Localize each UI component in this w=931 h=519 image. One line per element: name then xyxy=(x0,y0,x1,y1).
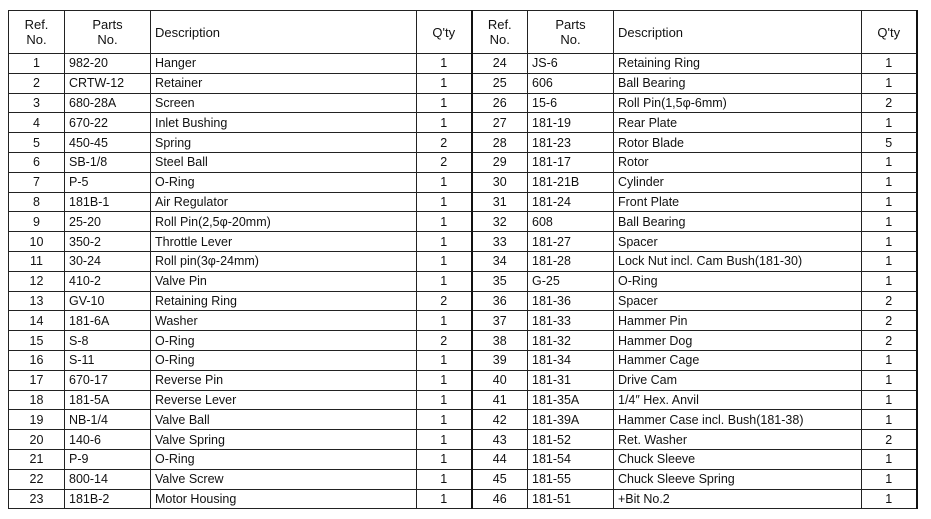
description-cell: Air Regulator xyxy=(151,192,417,212)
table-row xyxy=(9,152,917,172)
part-no-cell: 181-31 xyxy=(528,370,614,390)
ref-no-cell: 42 xyxy=(472,410,528,430)
table-row xyxy=(9,251,917,271)
description-cell: Hanger xyxy=(151,54,417,74)
qty-cell: 1 xyxy=(417,93,472,113)
qty-cell: 1 xyxy=(417,172,472,192)
part-no-cell: 181-51 xyxy=(528,489,614,509)
qty-cell: 1 xyxy=(862,271,917,291)
description-cell: Spring xyxy=(151,133,417,153)
description-cell: Front Plate xyxy=(614,192,862,212)
ref-no-cell: 29 xyxy=(472,152,528,172)
table-row xyxy=(9,350,917,370)
table-row xyxy=(9,212,917,232)
ref-no-cell: 17 xyxy=(9,370,65,390)
header-parts-no-left: Parts No. xyxy=(65,11,151,54)
ref-no-cell: 40 xyxy=(472,370,528,390)
description-cell: Rotor Blade xyxy=(614,133,862,153)
part-no-cell: 181-5A xyxy=(65,390,151,410)
part-no-cell: 181-21B xyxy=(528,172,614,192)
qty-cell: 1 xyxy=(417,350,472,370)
part-no-cell: P-5 xyxy=(65,172,151,192)
part-no-cell: SB-1/8 xyxy=(65,152,151,172)
part-no-cell: 181-33 xyxy=(528,311,614,331)
description-cell: Retaining Ring xyxy=(151,291,417,311)
part-no-cell: 181-24 xyxy=(528,192,614,212)
qty-cell: 1 xyxy=(417,390,472,410)
ref-no-cell: 28 xyxy=(472,133,528,153)
part-no-cell: GV-10 xyxy=(65,291,151,311)
ref-no-cell: 26 xyxy=(472,93,528,113)
qty-cell: 1 xyxy=(862,350,917,370)
ref-no-cell: 39 xyxy=(472,350,528,370)
description-cell: Rear Plate xyxy=(614,113,862,133)
description-cell: O-Ring xyxy=(151,331,417,351)
ref-no-cell: 33 xyxy=(472,232,528,252)
part-no-cell: 181-39A xyxy=(528,410,614,430)
part-no-cell: G-25 xyxy=(528,271,614,291)
description-cell: Washer xyxy=(151,311,417,331)
table-row xyxy=(9,271,917,291)
qty-cell: 1 xyxy=(862,410,917,430)
ref-no-cell: 24 xyxy=(472,54,528,74)
description-cell: Spacer xyxy=(614,232,862,252)
part-no-cell: 181B-2 xyxy=(65,489,151,509)
qty-cell: 1 xyxy=(417,430,472,450)
part-no-cell: 181-19 xyxy=(528,113,614,133)
ref-no-cell: 30 xyxy=(472,172,528,192)
qty-cell: 1 xyxy=(862,469,917,489)
ref-no-cell: 4 xyxy=(9,113,65,133)
qty-cell: 1 xyxy=(417,212,472,232)
ref-no-cell: 15 xyxy=(9,331,65,351)
ref-no-cell: 11 xyxy=(9,251,65,271)
qty-cell: 1 xyxy=(417,54,472,74)
description-cell: Hammer Dog xyxy=(614,331,862,351)
description-cell: Roll pin(3φ-24mm) xyxy=(151,251,417,271)
qty-cell: 1 xyxy=(862,192,917,212)
description-cell: Throttle Lever xyxy=(151,232,417,252)
part-no-cell: 25-20 xyxy=(65,212,151,232)
table-row xyxy=(9,430,917,450)
table-row xyxy=(9,410,917,430)
table-row xyxy=(9,232,917,252)
qty-cell: 1 xyxy=(417,271,472,291)
qty-cell: 1 xyxy=(862,251,917,271)
part-no-cell: 800-14 xyxy=(65,469,151,489)
description-cell: Chuck Sleeve xyxy=(614,449,862,469)
ref-no-cell: 6 xyxy=(9,152,65,172)
part-no-cell: 181-27 xyxy=(528,232,614,252)
table-row xyxy=(9,54,917,74)
part-no-cell: 181-34 xyxy=(528,350,614,370)
part-no-cell: 410-2 xyxy=(65,271,151,291)
ref-no-cell: 46 xyxy=(472,489,528,509)
qty-cell: 1 xyxy=(417,370,472,390)
part-no-cell: 608 xyxy=(528,212,614,232)
description-cell: Cylinder xyxy=(614,172,862,192)
ref-no-cell: 41 xyxy=(472,390,528,410)
part-no-cell: 181-32 xyxy=(528,331,614,351)
table-row xyxy=(9,370,917,390)
part-no-cell: 181-17 xyxy=(528,152,614,172)
header-qty-right: Q'ty xyxy=(862,11,917,54)
description-cell: Inlet Bushing xyxy=(151,113,417,133)
qty-cell: 1 xyxy=(417,469,472,489)
ref-no-cell: 7 xyxy=(9,172,65,192)
description-cell: Spacer xyxy=(614,291,862,311)
description-cell: Drive Cam xyxy=(614,370,862,390)
ref-no-cell: 23 xyxy=(9,489,65,509)
ref-no-cell: 13 xyxy=(9,291,65,311)
table-row xyxy=(9,291,917,311)
qty-cell: 1 xyxy=(862,370,917,390)
description-cell: Hammer Cage xyxy=(614,350,862,370)
ref-no-cell: 19 xyxy=(9,410,65,430)
table-row xyxy=(9,449,917,469)
ref-no-cell: 25 xyxy=(472,73,528,93)
part-no-cell: 30-24 xyxy=(65,251,151,271)
description-cell: Ball Bearing xyxy=(614,73,862,93)
ref-no-cell: 32 xyxy=(472,212,528,232)
table-row xyxy=(9,172,917,192)
ref-no-cell: 45 xyxy=(472,469,528,489)
qty-cell: 1 xyxy=(417,73,472,93)
description-cell: Motor Housing xyxy=(151,489,417,509)
qty-cell: 2 xyxy=(862,331,917,351)
ref-no-cell: 3 xyxy=(9,93,65,113)
part-no-cell: 450-45 xyxy=(65,133,151,153)
ref-no-cell: 36 xyxy=(472,291,528,311)
qty-cell: 1 xyxy=(862,54,917,74)
part-no-cell: 670-17 xyxy=(65,370,151,390)
description-cell: Valve Pin xyxy=(151,271,417,291)
part-no-cell: 181B-1 xyxy=(65,192,151,212)
description-cell: Roll Pin(1,5φ-6mm) xyxy=(614,93,862,113)
ref-no-cell: 43 xyxy=(472,430,528,450)
header-ref-no-right: Ref. No. xyxy=(472,11,528,54)
qty-cell: 2 xyxy=(417,133,472,153)
table-row xyxy=(9,390,917,410)
table-row xyxy=(9,331,917,351)
table-row xyxy=(9,93,917,113)
part-no-cell: JS-6 xyxy=(528,54,614,74)
header-row xyxy=(9,11,917,54)
ref-no-cell: 20 xyxy=(9,430,65,450)
qty-cell: 2 xyxy=(417,152,472,172)
qty-cell: 2 xyxy=(862,311,917,331)
table-row xyxy=(9,73,917,93)
description-cell: Reverse Pin xyxy=(151,370,417,390)
description-cell: Reverse Lever xyxy=(151,390,417,410)
table-row xyxy=(9,113,917,133)
part-no-cell: 181-23 xyxy=(528,133,614,153)
part-no-cell: 181-52 xyxy=(528,430,614,450)
description-cell: Valve Spring xyxy=(151,430,417,450)
part-no-cell: CRTW-12 xyxy=(65,73,151,93)
part-no-cell: 680-28A xyxy=(65,93,151,113)
part-no-cell: 181-54 xyxy=(528,449,614,469)
ref-no-cell: 31 xyxy=(472,192,528,212)
table-row xyxy=(9,311,917,331)
description-cell: Lock Nut incl. Cam Bush(181-30) xyxy=(614,251,862,271)
part-no-cell: 181-28 xyxy=(528,251,614,271)
part-no-cell: P-9 xyxy=(65,449,151,469)
header-description-right: Description xyxy=(614,11,862,54)
part-no-cell: 181-36 xyxy=(528,291,614,311)
qty-cell: 1 xyxy=(862,152,917,172)
ref-no-cell: 12 xyxy=(9,271,65,291)
qty-cell: 1 xyxy=(417,311,472,331)
part-no-cell: 670-22 xyxy=(65,113,151,133)
description-cell: Hammer Pin xyxy=(614,311,862,331)
qty-cell: 2 xyxy=(417,331,472,351)
ref-no-cell: 35 xyxy=(472,271,528,291)
ref-no-cell: 38 xyxy=(472,331,528,351)
qty-cell: 1 xyxy=(862,172,917,192)
header-description-left: Description xyxy=(151,11,417,54)
ref-no-cell: 37 xyxy=(472,311,528,331)
qty-cell: 5 xyxy=(862,133,917,153)
part-no-cell: 982-20 xyxy=(65,54,151,74)
table-row xyxy=(9,192,917,212)
part-no-cell: 181-6A xyxy=(65,311,151,331)
description-cell: Retainer xyxy=(151,73,417,93)
qty-cell: 1 xyxy=(862,73,917,93)
description-cell: Valve Ball xyxy=(151,410,417,430)
description-cell: O-Ring xyxy=(151,350,417,370)
qty-cell: 1 xyxy=(417,449,472,469)
qty-cell: 1 xyxy=(417,113,472,133)
ref-no-cell: 22 xyxy=(9,469,65,489)
ref-no-cell: 8 xyxy=(9,192,65,212)
qty-cell: 1 xyxy=(862,232,917,252)
qty-cell: 1 xyxy=(862,449,917,469)
description-cell: Retaining Ring xyxy=(614,54,862,74)
qty-cell: 1 xyxy=(417,410,472,430)
part-no-cell: NB-1/4 xyxy=(65,410,151,430)
qty-cell: 2 xyxy=(862,430,917,450)
description-cell: Hammer Case incl. Bush(181-38) xyxy=(614,410,862,430)
part-no-cell: 350-2 xyxy=(65,232,151,252)
ref-no-cell: 2 xyxy=(9,73,65,93)
description-cell: Valve Screw xyxy=(151,469,417,489)
part-no-cell: 15-6 xyxy=(528,93,614,113)
ref-no-cell: 10 xyxy=(9,232,65,252)
ref-no-cell: 27 xyxy=(472,113,528,133)
part-no-cell: S-8 xyxy=(65,331,151,351)
ref-no-cell: 5 xyxy=(9,133,65,153)
table-row xyxy=(9,489,917,509)
table-row xyxy=(9,469,917,489)
ref-no-cell: 34 xyxy=(472,251,528,271)
description-cell: Ball Bearing xyxy=(614,212,862,232)
header-qty-left: Q'ty xyxy=(417,11,472,54)
qty-cell: 1 xyxy=(417,489,472,509)
qty-cell: 1 xyxy=(417,192,472,212)
description-cell: O-Ring xyxy=(614,271,862,291)
qty-cell: 1 xyxy=(417,251,472,271)
description-cell: Chuck Sleeve Spring xyxy=(614,469,862,489)
part-no-cell: 140-6 xyxy=(65,430,151,450)
description-cell: Steel Ball xyxy=(151,152,417,172)
ref-no-cell: 18 xyxy=(9,390,65,410)
qty-cell: 2 xyxy=(862,93,917,113)
description-cell: +Bit No.2 xyxy=(614,489,862,509)
qty-cell: 2 xyxy=(862,291,917,311)
header-parts-no-right: Parts No. xyxy=(528,11,614,54)
qty-cell: 2 xyxy=(417,291,472,311)
description-cell: O-Ring xyxy=(151,172,417,192)
qty-cell: 1 xyxy=(862,390,917,410)
table-row xyxy=(9,133,917,153)
ref-no-cell: 1 xyxy=(9,54,65,74)
ref-no-cell: 44 xyxy=(472,449,528,469)
ref-no-cell: 14 xyxy=(9,311,65,331)
part-no-cell: S-11 xyxy=(65,350,151,370)
part-no-cell: 181-55 xyxy=(528,469,614,489)
header-ref-no-left: Ref. No. xyxy=(9,11,65,54)
parts-list-table xyxy=(8,10,918,509)
qty-cell: 1 xyxy=(862,113,917,133)
ref-no-cell: 9 xyxy=(9,212,65,232)
qty-cell: 1 xyxy=(417,232,472,252)
description-cell: Ret. Washer xyxy=(614,430,862,450)
ref-no-cell: 21 xyxy=(9,449,65,469)
description-cell: 1/4″ Hex. Anvil xyxy=(614,390,862,410)
description-cell: O-Ring xyxy=(151,449,417,469)
part-no-cell: 606 xyxy=(528,73,614,93)
ref-no-cell: 16 xyxy=(9,350,65,370)
qty-cell: 1 xyxy=(862,489,917,509)
description-cell: Screen xyxy=(151,93,417,113)
description-cell: Roll Pin(2,5φ-20mm) xyxy=(151,212,417,232)
description-cell: Rotor xyxy=(614,152,862,172)
qty-cell: 1 xyxy=(862,212,917,232)
part-no-cell: 181-35A xyxy=(528,390,614,410)
